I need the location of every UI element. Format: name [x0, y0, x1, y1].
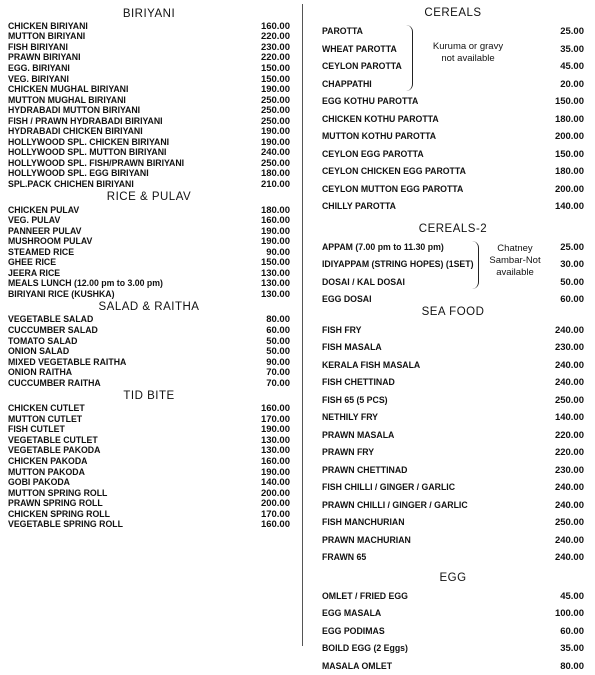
menu-item-name: ONION SALAD [8, 346, 69, 357]
menu-item-name: GHEE RICE [8, 257, 56, 268]
menu-item-row [8, 367, 290, 378]
menu-item-row [322, 239, 584, 257]
cereals2-note-line1: Chatney [480, 243, 550, 255]
menu-item-row [8, 105, 290, 116]
menu-item-name: VEG. BIRIYANI [8, 74, 69, 85]
menu-item-price: 200.00 [555, 131, 584, 142]
section-cereals2 [322, 216, 584, 309]
menu-item-row [8, 63, 290, 74]
menu-item-name: MIXED VEGETABLE RAITHA [8, 357, 126, 368]
cereals2-note-line3: available [480, 267, 550, 279]
menu-item-name: CEYLON EGG PAROTTA [322, 149, 424, 160]
menu-item-name: STEAMED RICE [8, 247, 74, 258]
menu-item-price: 50.00 [266, 346, 290, 357]
menu-item-price: 230.00 [555, 342, 584, 353]
menu-item-price: 190.00 [261, 236, 290, 247]
menu-item-price: 190.00 [261, 226, 290, 237]
section-title-cereals2: CEREALS-2 [322, 220, 584, 239]
menu-item-price: 240.00 [555, 500, 584, 511]
menu-item-row [8, 257, 290, 268]
menu-item-name: FISH 65 (5 PCS) [322, 395, 388, 406]
menu-item-price: 80.00 [266, 314, 290, 325]
menu-item-row [322, 76, 584, 94]
menu-item-row [8, 215, 290, 226]
menu-item-price: 60.00 [560, 626, 584, 637]
menu-item-row [8, 169, 290, 180]
menu-item-row [8, 74, 290, 85]
menu-item-name: CHAPPATHI [322, 79, 372, 90]
menu-item-name: EGG DOSAI [322, 294, 372, 305]
menu-item-name: HOLLYWOOD SPL. EGG BIRIYANI [8, 168, 149, 179]
menu-item-price: 250.00 [261, 105, 290, 116]
menu-item-price: 170.00 [261, 414, 290, 425]
menu-item-price: 45.00 [560, 591, 584, 602]
menu-item-price: 160.00 [261, 215, 290, 226]
menu-item-row [322, 514, 584, 532]
menu-item-price: 130.00 [261, 268, 290, 279]
section-title: BIRIYANI [8, 7, 290, 21]
menu-item-name: SPL.PACK CHICHEN BIRIYANI [8, 179, 134, 190]
menu-item-price: 240.00 [555, 377, 584, 388]
menu-item-row [8, 346, 290, 357]
menu-item-price: 90.00 [266, 247, 290, 258]
menu-item-price: 80.00 [560, 661, 584, 672]
column-divider [302, 4, 303, 646]
menu-item-price: 190.00 [261, 137, 290, 148]
menu-item-name: EGG PODIMAS [322, 626, 385, 637]
menu-item-row [322, 392, 584, 410]
menu-item-price: 150.00 [555, 149, 584, 160]
menu-item-row [8, 446, 290, 457]
menu-item-price: 90.00 [266, 357, 290, 368]
menu-item-name: CUCCUMBER RAITHA [8, 378, 101, 389]
menu-item-row [8, 179, 290, 190]
menu-item-price: 25.00 [560, 26, 584, 37]
menu-item-row [322, 146, 584, 164]
menu-item-row [8, 32, 290, 43]
menu-item-name: CHICKEN MUGHAL BIRIYANI [8, 84, 128, 95]
menu-item-row [322, 93, 584, 111]
menu-item-row [8, 357, 290, 368]
menu-item-price: 240.00 [261, 147, 290, 158]
menu-item-name: CHICKEN SPRING ROLL [8, 509, 110, 520]
menu-item-row [8, 21, 290, 32]
egg-items [322, 588, 584, 675]
menu-item-name: HYDRABADI MUTTON BIRIYANI [8, 105, 140, 116]
menu-item-price: 250.00 [555, 395, 584, 406]
menu-item-price: 130.00 [261, 435, 290, 446]
menu-item-row [8, 488, 290, 499]
menu-item-row [322, 128, 584, 146]
menu-item-name: MUTTON KOTHU PAROTTA [322, 131, 436, 142]
cereals2-note-line2: Sambar-Not [480, 255, 550, 267]
menu-item-name: CEYLON CHICKEN EGG PAROTTA [322, 166, 466, 177]
section-seafood [322, 303, 584, 567]
menu-item-name: CHICKEN PAKODA [8, 456, 87, 467]
menu-item-name: EGG KOTHU PAROTTA [322, 96, 418, 107]
menu-item-name: PRAWN CHETTINAD [322, 465, 407, 476]
menu-item-row [322, 256, 584, 274]
menu-item-row [8, 279, 290, 290]
menu-item-name: HOLLYWOOD SPL. CHICKEN BIRIYANI [8, 137, 169, 148]
menu-item-name: MEALS LUNCH (12.00 pm to 3.00 pm) [8, 278, 163, 289]
menu-item-name: FISH CHILLI / GINGER / GARLIC [322, 482, 455, 493]
cereals-note-line2: not available [418, 53, 518, 65]
menu-section [8, 300, 290, 389]
menu-item-name: FISH CHETTINAD [322, 377, 395, 388]
menu-item-name: BOILD EGG (2 Eggs) [322, 643, 408, 654]
section-title: SALAD & RAITHA [8, 300, 290, 315]
menu-item-row [322, 181, 584, 199]
menu-item-name: CHICKEN CUTLET [8, 403, 85, 414]
section-title-egg: EGG [322, 569, 584, 588]
menu-item-name: HOLLYWOOD SPL. MUTTON BIRIYANI [8, 147, 166, 158]
menu-item-name: WHEAT PAROTTA [322, 44, 397, 55]
menu-item-name: JEERA RICE [8, 268, 60, 279]
menu-item-name: CHILLY PAROTTA [322, 201, 396, 212]
menu-item-row [8, 325, 290, 336]
menu-item-price: 60.00 [560, 294, 584, 305]
menu-item-row [322, 322, 584, 340]
menu-item-row [8, 116, 290, 127]
menu-item-row [8, 404, 290, 415]
menu-item-price: 180.00 [555, 114, 584, 125]
menu-item-row [322, 409, 584, 427]
menu-item-name: PRAWN CHILLI / GINGER / GARLIC [322, 500, 468, 511]
menu-item-price: 190.00 [261, 424, 290, 435]
menu-item-price: 160.00 [261, 403, 290, 414]
menu-section [8, 389, 290, 531]
menu-item-name: FISH / PRAWN HYDRABADI BIRIYANI [8, 116, 163, 127]
menu-item-name: FISH MANCHURIAN [322, 517, 405, 528]
menu-item-name: FISH CUTLET [8, 424, 65, 435]
menu-item-name: VEG. PULAV [8, 215, 60, 226]
cereals2-group [322, 239, 584, 292]
menu-item-price: 230.00 [555, 465, 584, 476]
menu-item-price: 35.00 [560, 44, 584, 55]
menu-item-name: MUTTON PAKODA [8, 467, 85, 478]
menu-item-name: MUTTON CUTLET [8, 414, 82, 425]
menu-item-row [322, 605, 584, 623]
menu-item-price: 140.00 [261, 477, 290, 488]
menu-item-row [8, 247, 290, 258]
menu-item-price: 180.00 [555, 166, 584, 177]
menu-item-name: KERALA FISH MASALA [322, 360, 420, 371]
menu-item-price: 240.00 [555, 552, 584, 563]
menu-item-price: 200.00 [261, 498, 290, 509]
menu-item-price: 210.00 [261, 179, 290, 190]
menu-item-name: CHICKEN BIRIYANI [8, 21, 88, 32]
menu-item-price: 240.00 [555, 482, 584, 493]
menu-item-row [8, 84, 290, 95]
menu-item-row [8, 456, 290, 467]
menu-item-name: CEYLON MUTTON EGG PAROTTA [322, 184, 463, 195]
menu-item-row [8, 148, 290, 159]
menu-item-name: EGG. BIRIYANI [8, 63, 70, 74]
menu-item-row [8, 268, 290, 279]
menu-item-row [8, 158, 290, 169]
menu-item-price: 45.00 [560, 61, 584, 72]
right-column [322, 0, 584, 675]
menu-item-name: APPAM (7.00 pm to 11.30 pm) [322, 242, 444, 253]
menu-item-row [8, 498, 290, 509]
seafood-items [322, 322, 584, 567]
menu-item-price: 240.00 [555, 535, 584, 546]
menu-section [8, 7, 290, 190]
menu-item-row [8, 236, 290, 247]
section-cereals [322, 0, 584, 216]
menu-item-price: 30.00 [560, 259, 584, 270]
menu-item-name: VEGETABLE PAKODA [8, 445, 100, 456]
menu-item-price: 70.00 [266, 367, 290, 378]
menu-item-row [322, 41, 584, 59]
menu-item-price: 50.00 [560, 277, 584, 288]
menu-item-name: OMLET / FRIED EGG [322, 591, 408, 602]
menu-item-price: 230.00 [261, 42, 290, 53]
menu-item-name: FISH MASALA [322, 342, 382, 353]
menu-item-row [322, 374, 584, 392]
menu-item-row [322, 339, 584, 357]
menu-item-row [322, 163, 584, 181]
menu-item-price: 250.00 [261, 158, 290, 169]
menu-item-price: 150.00 [261, 63, 290, 74]
menu-item-row [8, 126, 290, 137]
menu-item-price: 220.00 [261, 52, 290, 63]
menu-item-row [322, 274, 584, 292]
menu-item-name: MUTTON BIRIYANI [8, 31, 85, 42]
menu-item-name: PRAWN MASALA [322, 430, 394, 441]
menu-item-price: 190.00 [261, 467, 290, 478]
menu-item-name: ONION RAITHA [8, 367, 72, 378]
menu-item-row [8, 425, 290, 436]
menu-item-row [322, 462, 584, 480]
section-title: TID BITE [8, 389, 290, 404]
section-title-cereals: CEREALS [322, 4, 584, 23]
menu-item-name: HOLLYWOOD SPL. FISH/PRAWN BIRIYANI [8, 158, 184, 169]
menu-item-name: DOSAI / KAL DOSAI [322, 277, 405, 288]
menu-item-name: PRAWN MACHURIAN [322, 535, 411, 546]
menu-item-price: 220.00 [261, 31, 290, 42]
menu-item-price: 130.00 [261, 289, 290, 300]
menu-item-row [8, 414, 290, 425]
menu-item-row [322, 497, 584, 515]
menu-item-price: 190.00 [261, 84, 290, 95]
cereals-note-line1: Kuruma or gravy [418, 41, 518, 53]
menu-item-name: CHICKEN KOTHU PAROTTA [322, 114, 439, 125]
menu-item-name: MASALA OMLET [322, 661, 392, 672]
menu-item-name: CHICKEN PULAV [8, 205, 79, 216]
menu-item-name: CEYLON PAROTTA [322, 61, 402, 72]
menu-item-price: 70.00 [266, 378, 290, 389]
menu-item-row [8, 289, 290, 300]
menu-item-name: HYDRABADI CHICKEN BIRIYANI [8, 126, 143, 137]
menu-item-row [8, 205, 290, 216]
menu-item-price: 130.00 [261, 445, 290, 456]
menu-item-row [322, 23, 584, 41]
menu-item-price: 180.00 [261, 205, 290, 216]
menu-item-price: 150.00 [261, 74, 290, 85]
menu-item-row [8, 336, 290, 347]
menu-item-price: 240.00 [555, 360, 584, 371]
menu-item-row [8, 53, 290, 64]
menu-item-price: 160.00 [261, 456, 290, 467]
menu-item-price: 170.00 [261, 509, 290, 520]
menu-item-row [8, 315, 290, 326]
menu-item-name: MUSHROOM PULAV [8, 236, 92, 247]
menu-item-row [322, 444, 584, 462]
menu-item-row [8, 520, 290, 531]
menu-item-price: 250.00 [555, 517, 584, 528]
menu-item-name: IDIYAPPAM (STRING HOPES) (1SET) [322, 259, 474, 270]
menu-item-row [8, 467, 290, 478]
menu-item-price: 190.00 [261, 126, 290, 137]
menu-item-name: PRAWN SPRING ROLL [8, 498, 103, 509]
menu-item-price: 35.00 [560, 643, 584, 654]
menu-item-name: FISH BIRIYANI [8, 42, 68, 53]
menu-item-row [8, 42, 290, 53]
menu-item-row [8, 378, 290, 389]
menu-item-name: PRAWN BIRIYANI [8, 52, 81, 63]
menu-item-row [8, 95, 290, 106]
left-column [8, 0, 290, 530]
menu-item-price: 150.00 [261, 257, 290, 268]
menu-item-name: VEGETABLE CUTLET [8, 435, 98, 446]
menu-item-name: VEGETABLE SPRING ROLL [8, 519, 123, 530]
menu-item-row [322, 198, 584, 216]
menu-item-row [322, 357, 584, 375]
menu-item-name: CUCCUMBER SALAD [8, 325, 98, 336]
cereals-parotta-group [322, 23, 584, 93]
menu-item-price: 250.00 [261, 116, 290, 127]
section-egg [322, 567, 584, 675]
menu-item-price: 140.00 [555, 412, 584, 423]
menu-item-price: 25.00 [560, 242, 584, 253]
cereals-items [322, 93, 584, 216]
menu-item-price: 240.00 [555, 325, 584, 336]
menu-item-name: PRAWN FRY [322, 447, 374, 458]
menu-item-row [8, 477, 290, 488]
menu-item-price: 200.00 [555, 184, 584, 195]
menu-item-row [8, 137, 290, 148]
menu-item-price: 130.00 [261, 278, 290, 289]
menu-item-price: 160.00 [261, 21, 290, 32]
menu-item-price: 50.00 [266, 336, 290, 347]
menu-item-price: 140.00 [555, 201, 584, 212]
menu-item-price: 150.00 [555, 96, 584, 107]
menu-item-name: NETHILY FRY [322, 412, 378, 423]
menu-item-price: 220.00 [555, 447, 584, 458]
section-title: RICE & PULAV [8, 190, 290, 205]
menu-item-row [322, 479, 584, 497]
menu-item-name: EGG MASALA [322, 608, 381, 619]
menu-item-name: VEGETABLE SALAD [8, 314, 93, 325]
menu-item-row [322, 427, 584, 445]
menu-item-price: 20.00 [560, 79, 584, 90]
menu-item-row [322, 640, 584, 658]
menu-item-name: BIRIYANI RICE (KUSHKA) [8, 289, 115, 300]
menu-item-name: PANNEER PULAV [8, 226, 81, 237]
menu-item-name: GOBI PAKODA [8, 477, 70, 488]
menu-item-price: 250.00 [261, 95, 290, 106]
menu-item-name: PAROTTA [322, 26, 363, 37]
menu-item-row [8, 435, 290, 446]
menu-item-name: MUTTON MUGHAL BIRIYANI [8, 95, 126, 106]
menu-item-row [322, 588, 584, 606]
menu-item-name: FISH FRY [322, 325, 362, 336]
menu-section [8, 190, 290, 300]
section-title-seafood: SEA FOOD [322, 303, 584, 322]
menu-item-price: 100.00 [555, 608, 584, 619]
menu-item-name: TOMATO SALAD [8, 336, 77, 347]
menu-item-row [8, 226, 290, 237]
menu-item-row [8, 509, 290, 520]
menu-item-row [322, 623, 584, 641]
menu-item-row [322, 111, 584, 129]
menu-item-name: FRAWN 65 [322, 552, 366, 563]
menu-item-row [322, 58, 584, 76]
menu-item-name: MUTTON SPRING ROLL [8, 488, 107, 499]
menu-item-price: 220.00 [555, 430, 584, 441]
menu-item-price: 160.00 [261, 519, 290, 530]
menu-item-row [322, 658, 584, 675]
menu-item-price: 60.00 [266, 325, 290, 336]
menu-item-price: 180.00 [261, 168, 290, 179]
menu-item-row [322, 532, 584, 550]
menu-item-row [322, 549, 584, 567]
menu-item-price: 200.00 [261, 488, 290, 499]
